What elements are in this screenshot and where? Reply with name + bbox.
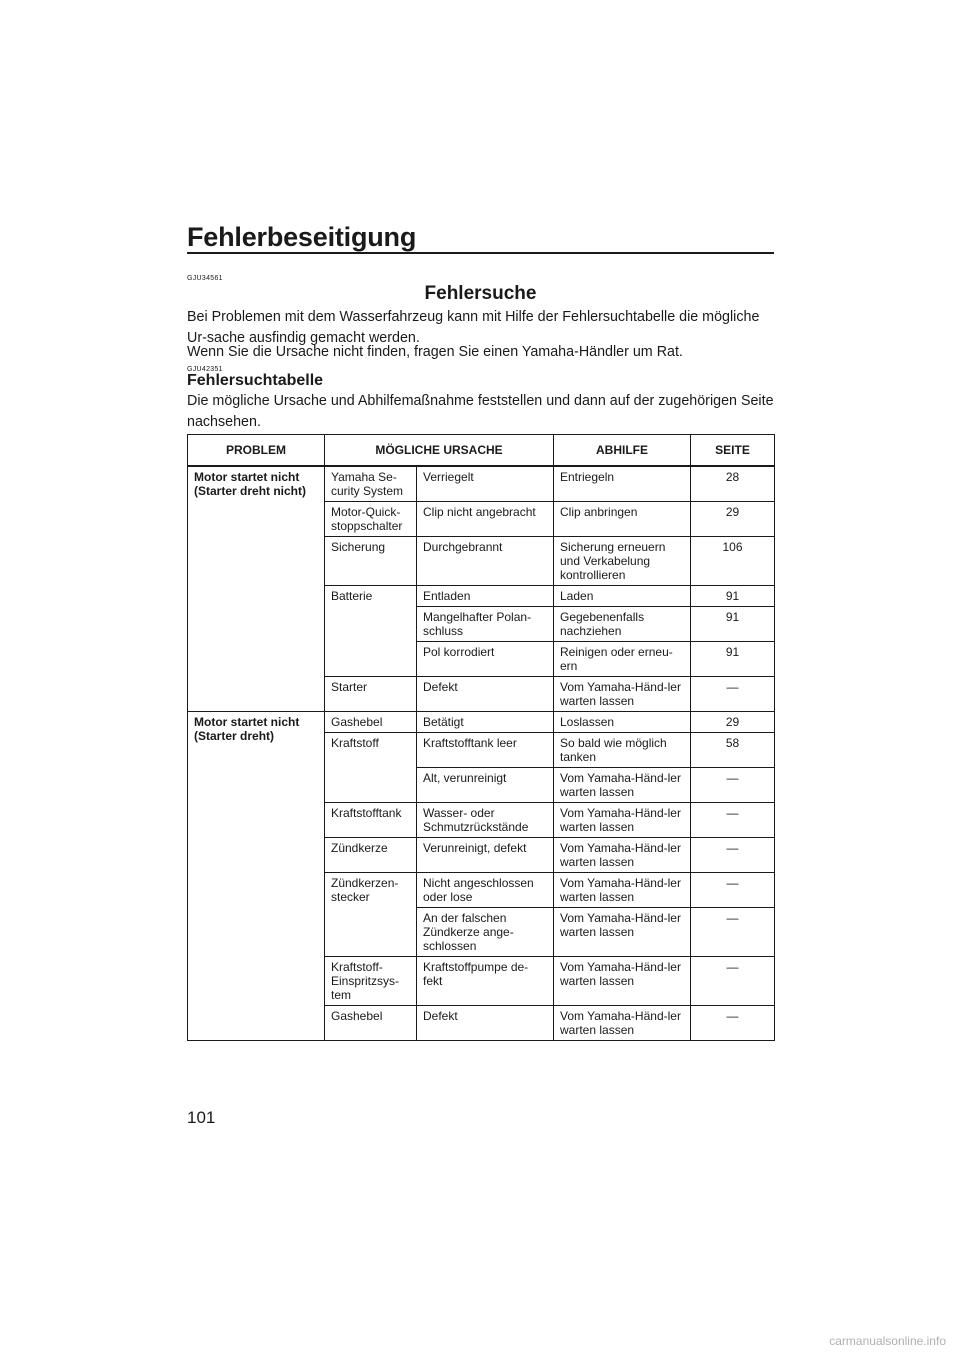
- header-remedy: ABHILFE: [554, 435, 691, 467]
- page-cell: 106: [691, 537, 775, 586]
- detail-cell: Entladen: [417, 586, 554, 607]
- remedy-cell: Vom Yamaha-Händ-ler warten lassen: [554, 908, 691, 957]
- subsection-title: Fehlersuchtabelle: [187, 372, 324, 389]
- remedy-cell: Vom Yamaha-Händ-ler warten lassen: [554, 768, 691, 803]
- page-cell: 91: [691, 642, 775, 677]
- page-cell: 91: [691, 607, 775, 642]
- cause-cell: Batterie: [325, 586, 417, 677]
- detail-cell: Clip nicht angebracht: [417, 502, 554, 537]
- cause-cell: Gashebel: [325, 1006, 417, 1041]
- table-row: [188, 466, 775, 502]
- section-code: GJU34561: [187, 275, 223, 282]
- intro-paragraph-1: Bei Problemen mit dem Wasserfahrzeug kann mit Hilfe der Fehlersuchtabelle die mögliche Ur-sache ausfindig gemacht werden.: [187, 309, 760, 346]
- detail-cell: Wasser- oder Schmutzrückstände: [417, 803, 554, 838]
- remedy-cell: Loslassen: [554, 712, 691, 733]
- section-title: Fehlersuche: [424, 283, 537, 304]
- cause-cell: Zündkerzen-stecker: [325, 873, 417, 957]
- cause-cell: Kraftstofftank: [325, 803, 417, 838]
- page-cell: 91: [691, 586, 775, 607]
- remedy-cell: Gegebenenfalls nachziehen: [554, 607, 691, 642]
- detail-cell: Verriegelt: [417, 466, 554, 502]
- remedy-cell: Vom Yamaha-Händ-ler warten lassen: [554, 873, 691, 908]
- remedy-cell: Entriegeln: [554, 466, 691, 502]
- cause-cell: Motor-Quick-stoppschalter: [325, 502, 417, 537]
- problem-cell: Motor startet nicht (Starter dreht): [188, 712, 325, 1041]
- table-row: [188, 712, 775, 733]
- remedy-cell: Reinigen oder erneu-ern: [554, 642, 691, 677]
- header-problem: PROBLEM: [188, 435, 325, 467]
- remedy-cell: Clip anbringen: [554, 502, 691, 537]
- page-cell: 29: [691, 712, 775, 733]
- remedy-cell: So bald wie möglich tanken: [554, 733, 691, 768]
- table-body: [188, 466, 775, 1041]
- intro-paragraph-2: Wenn Sie die Ursache nicht finden, fragen Sie einen Yamaha-Händler um Rat.: [187, 344, 683, 360]
- remedy-cell: Laden: [554, 586, 691, 607]
- watermark: carmanualsonline.info: [829, 1334, 946, 1348]
- page-cell: —: [691, 803, 775, 838]
- troubleshooting-table: [187, 434, 775, 1041]
- table-header-row: [188, 435, 775, 467]
- cause-cell: Zündkerze: [325, 838, 417, 873]
- header-page: SEITE: [691, 435, 775, 467]
- remedy-cell: Vom Yamaha-Händ-ler warten lassen: [554, 838, 691, 873]
- detail-cell: Pol korrodiert: [417, 642, 554, 677]
- cause-cell: Starter: [325, 677, 417, 712]
- table-intro-paragraph: Die mögliche Ursache und Abhilfemaßnahme feststellen und dann auf der zugehörigen Seite nachsehen.: [187, 393, 774, 430]
- problem-cell: Motor startet nicht (Starter dreht nicht): [188, 466, 325, 712]
- remedy-cell: Vom Yamaha-Händ-ler warten lassen: [554, 677, 691, 712]
- page-cell: —: [691, 838, 775, 873]
- cause-cell: Kraftstoff: [325, 733, 417, 803]
- remedy-cell: Vom Yamaha-Händ-ler warten lassen: [554, 803, 691, 838]
- page-cell: —: [691, 1006, 775, 1041]
- detail-cell: Mangelhafter Polan-schluss: [417, 607, 554, 642]
- page-cell: 29: [691, 502, 775, 537]
- detail-cell: Defekt: [417, 1006, 554, 1041]
- page-cell: —: [691, 873, 775, 908]
- page-cell: 58: [691, 733, 775, 768]
- detail-cell: Alt, verunreinigt: [417, 768, 554, 803]
- subsection-code: GJU42351: [187, 366, 223, 373]
- detail-cell: An der falschen Zündkerze ange-schlossen: [417, 908, 554, 957]
- detail-cell: Kraftstofftank leer: [417, 733, 554, 768]
- cause-cell: Gashebel: [325, 712, 417, 733]
- page-cell: —: [691, 768, 775, 803]
- header-divider: [187, 252, 774, 254]
- detail-cell: Betätigt: [417, 712, 554, 733]
- page-header-title: Fehlerbeseitigung: [187, 222, 417, 252]
- cause-cell: Sicherung: [325, 537, 417, 586]
- detail-cell: Nicht angeschlossen oder lose: [417, 873, 554, 908]
- detail-cell: Kraftstoffpumpe de-fekt: [417, 957, 554, 1006]
- cause-cell: Yamaha Se-curity System: [325, 466, 417, 502]
- page-cell: —: [691, 957, 775, 1006]
- remedy-cell: Sicherung erneuern und Verkabelung kontrollieren: [554, 537, 691, 586]
- header-cause: MÖGLICHE URSACHE: [325, 435, 554, 467]
- page-number: 101: [187, 1108, 216, 1127]
- remedy-cell: Vom Yamaha-Händ-ler warten lassen: [554, 1006, 691, 1041]
- detail-cell: Defekt: [417, 677, 554, 712]
- page-cell: 28: [691, 466, 775, 502]
- cause-cell: Kraftstoff-Einspritzsys-tem: [325, 957, 417, 1006]
- remedy-cell: Vom Yamaha-Händ-ler warten lassen: [554, 957, 691, 1006]
- page-cell: —: [691, 908, 775, 957]
- detail-cell: Durchgebrannt: [417, 537, 554, 586]
- detail-cell: Verunreinigt, defekt: [417, 838, 554, 873]
- page-cell: —: [691, 677, 775, 712]
